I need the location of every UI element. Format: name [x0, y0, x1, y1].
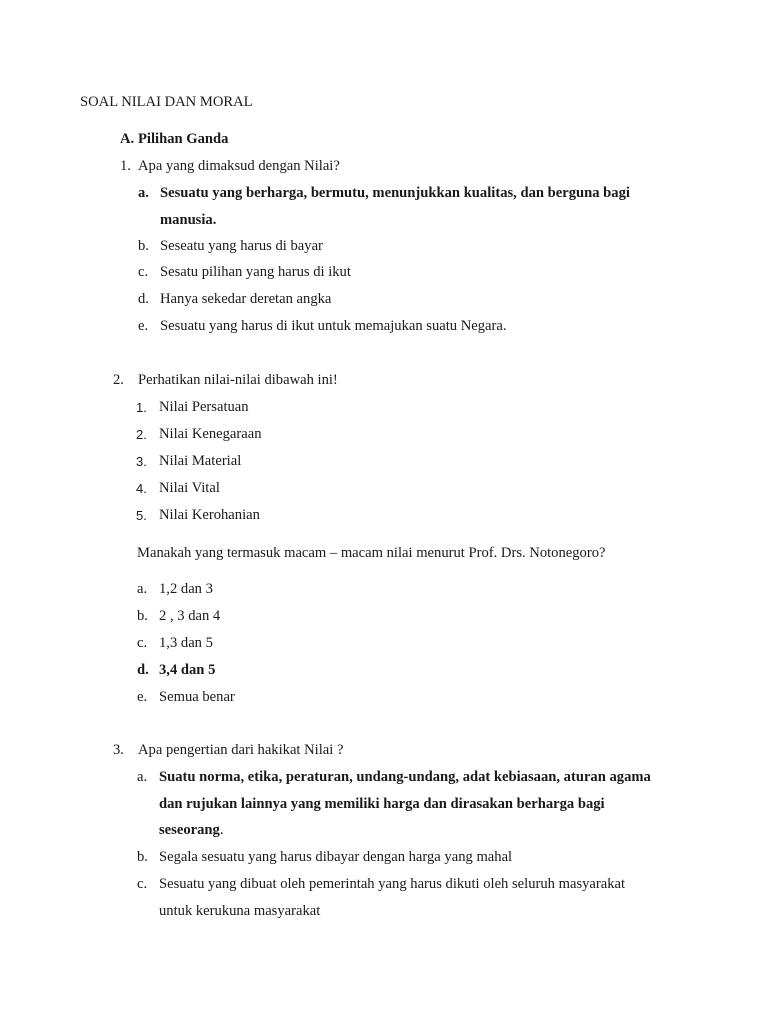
option-letter: a.	[137, 581, 148, 597]
option-text-cont	[159, 821, 223, 839]
list-number: 4.	[136, 481, 147, 496]
question-number: 2.	[113, 372, 124, 388]
list-item: Nilai Material	[159, 453, 242, 469]
option-letter: c.	[137, 635, 148, 651]
section-marker: A.	[120, 131, 135, 147]
option-text: Sesuatu yang harus di ikut untuk memajukan suatu Negara.	[160, 318, 507, 334]
option-text: Sesuatu yang dibuat oleh pemerintah yang harus dikuti oleh seluruh masyarakat	[159, 876, 626, 892]
option-text: Seseatu yang harus di bayar	[160, 238, 323, 254]
option-text-cont: untuk kerukuna masyarakat	[159, 903, 321, 919]
option-text-cont: dan rujukan lainnya yang memiliki harga dan dirasakan berharga bagi	[159, 796, 605, 812]
document-title: SOAL NILAI DAN MORAL	[80, 94, 253, 110]
list-item: Nilai Kerohanian	[159, 507, 260, 523]
option-text: 1,2 dan 3	[159, 581, 213, 597]
option-letter: e.	[138, 318, 149, 334]
question-number: 3.	[113, 742, 124, 758]
option-text: Sesatu pilihan yang harus di ikut	[160, 264, 351, 280]
section-heading: Pilihan Ganda	[138, 131, 229, 147]
option-text-bold: seseorang	[159, 822, 220, 838]
option-text: Suatu norma, etika, peraturan, undang-undang, adat kebiasaan, aturan agama	[159, 769, 651, 785]
list-item: Nilai Kenegaraan	[159, 426, 262, 442]
list-number: 1.	[136, 400, 147, 415]
option-letter: d.	[137, 662, 149, 678]
option-text: Hanya sekedar deretan angka	[160, 291, 332, 307]
option-letter: a.	[137, 769, 148, 785]
option-letter: a.	[138, 185, 149, 201]
list-item: Nilai Vital	[159, 480, 220, 496]
question-prompt: Manakah yang termasuk macam – macam nilai menurut Prof. Drs. Notonegoro?	[137, 545, 606, 561]
option-letter: b.	[137, 849, 148, 865]
option-letter: d.	[138, 291, 149, 307]
question-text: Perhatikan nilai-nilai dibawah ini!	[138, 372, 338, 388]
option-letter: b.	[138, 238, 149, 254]
option-trailing: .	[219, 822, 224, 838]
question-text: Apa yang dimaksud dengan Nilai?	[138, 158, 340, 174]
option-text-cont: manusia.	[160, 212, 217, 228]
option-text: 3,4 dan 5	[159, 662, 216, 678]
list-item: Nilai Persatuan	[159, 399, 249, 415]
option-letter: c.	[138, 264, 149, 280]
list-number: 2.	[136, 427, 147, 442]
option-letter: c.	[137, 876, 148, 892]
list-number: 3.	[136, 454, 147, 469]
option-text: Sesuatu yang berharga, bermutu, menunjukkan kualitas, dan berguna bagi	[160, 185, 630, 201]
list-number: 5.	[136, 508, 147, 523]
option-letter: e.	[137, 689, 148, 705]
option-letter: b.	[137, 608, 148, 624]
option-text: 2 , 3 dan 4	[159, 608, 221, 624]
question-text: Apa pengertian dari hakikat Nilai ?	[138, 742, 344, 758]
option-text: 1,3 dan 5	[159, 635, 213, 651]
option-text: Segala sesuatu yang harus dibayar dengan harga yang mahal	[159, 849, 513, 865]
question-number: 1.	[120, 158, 131, 174]
option-text: Semua benar	[159, 689, 235, 705]
